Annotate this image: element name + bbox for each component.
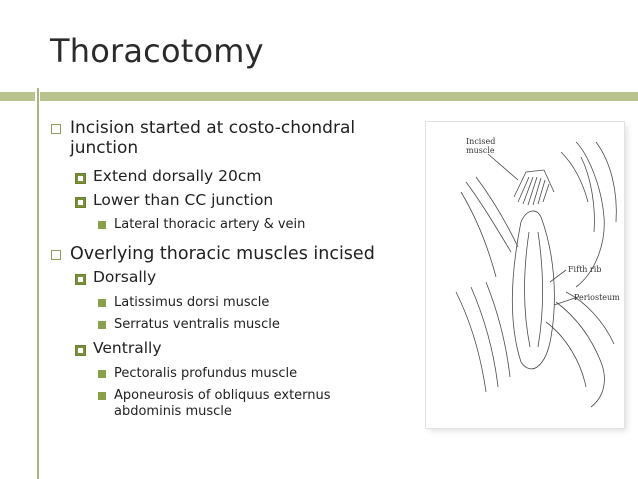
bullet-square-icon [75,173,86,184]
bullet-text-line: abdominis muscle [114,404,232,419]
incision-outline [512,211,554,369]
label-incised-muscle-line2: muscle [466,146,495,155]
bullet-item: Ventrally [93,339,162,357]
label-periosteum: Periosteum [574,293,620,302]
bullet-square-icon [98,321,106,329]
bullet-item: Lateral thoracic artery & vein [114,217,306,232]
thoracotomy-drawing [426,122,624,428]
bullet-square-icon [75,345,86,356]
bullet-item [114,388,414,420]
bullet-item: Latissimus dorsi muscle [114,295,270,310]
bullet-item: Overlying thoracic muscles incised [70,244,375,264]
surgical-illustration [426,122,624,428]
bullet-text-line: Incision started at costo-chondral [70,118,356,138]
bullet-square-icon [98,392,106,400]
bullet-square-icon [75,197,86,208]
bullet-item: Pectoralis profundus muscle [114,366,298,381]
forceps-outline [466,182,511,252]
bullet-item: Serratus ventralis muscle [114,317,280,332]
label-incised-muscle-line1: Incised [466,137,496,146]
slide-title: Thoracotomy [50,32,264,70]
label-fifth-rib: Fifth rib [568,265,602,274]
bullet-item: Extend dorsally 20cm [93,167,262,185]
bullet-square-icon [51,124,61,134]
bullet-item: Dorsally [93,268,157,286]
bullet-square-icon [98,221,106,229]
bullet-square-icon [75,274,86,285]
bullet-square-icon [51,250,61,260]
bullet-square-icon [98,370,106,378]
bullet-item [70,118,410,158]
bullet-item: Lower than CC junction [93,191,274,209]
bullet-text-line: junction [70,138,139,158]
bullet-text-line: Aponeurosis of obliquus externus [114,388,331,403]
bullet-square-icon [98,299,106,307]
